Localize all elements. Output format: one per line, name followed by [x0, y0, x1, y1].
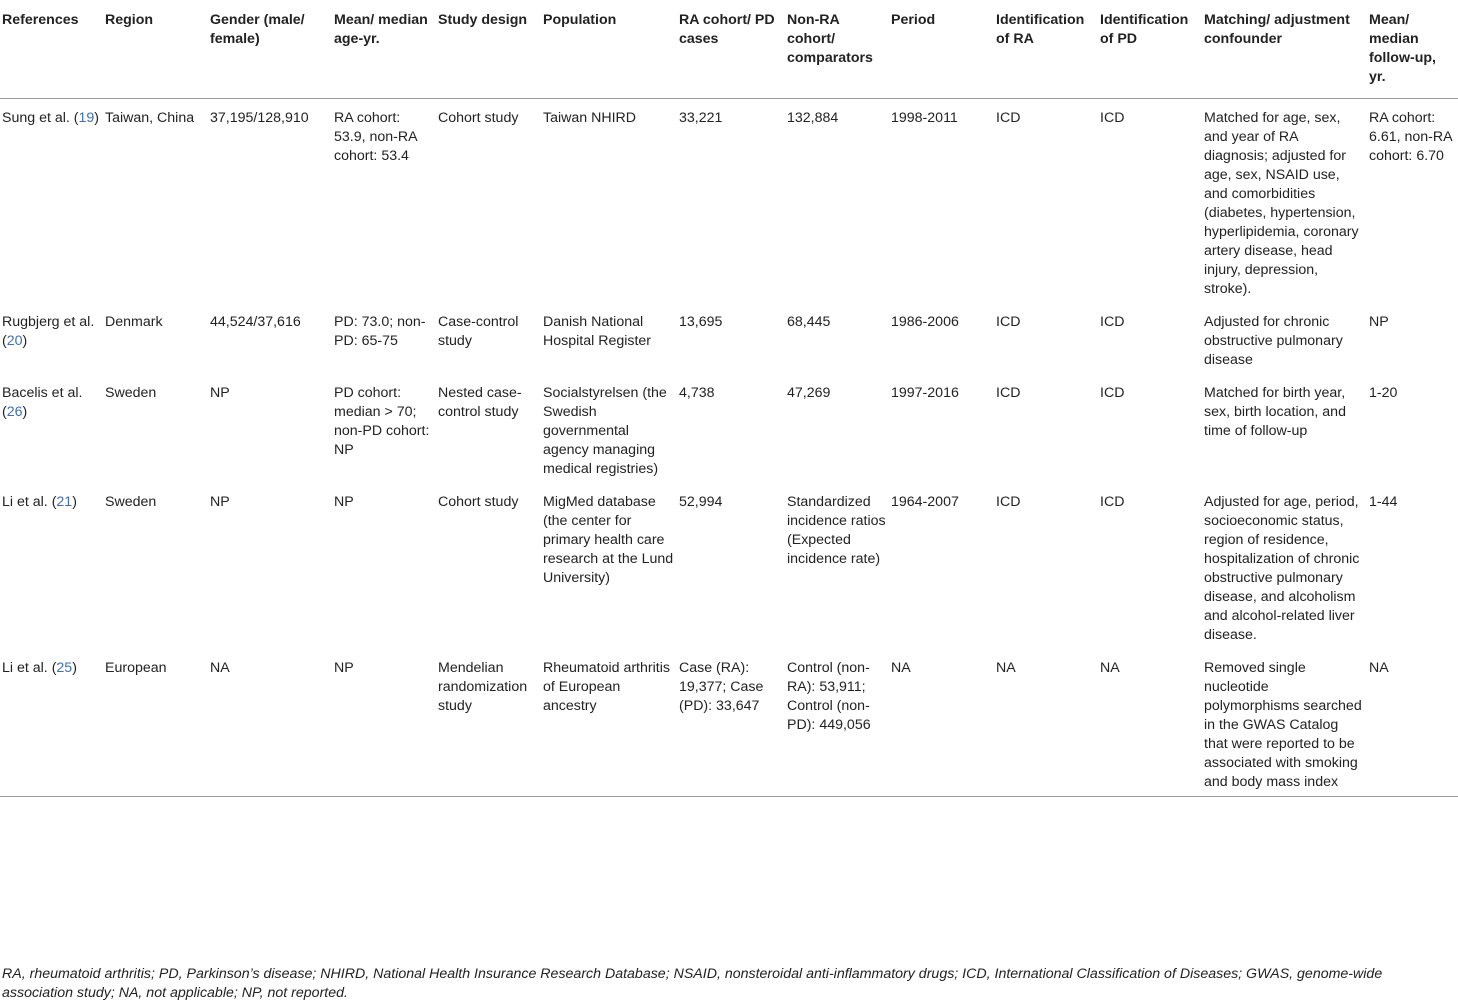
- reference-author: Rugbjerg et al.: [2, 313, 95, 330]
- table-cell: European: [105, 649, 210, 797]
- table-cell: ICD: [1100, 384, 1125, 401]
- table-row: [0, 98, 1458, 303]
- header-row: [0, 0, 1458, 98]
- table-row: [0, 374, 1458, 483]
- reference-link[interactable]: 21: [56, 493, 73, 510]
- table-cell: Sweden: [105, 384, 157, 401]
- reference-author: Sung et al.: [2, 109, 70, 126]
- table-cell: NA: [1100, 649, 1204, 797]
- table-cell: NP: [210, 493, 230, 510]
- table-footnote: RA, rheumatoid arthritis; PD, Parkinson’s disease; NHIRD, National Health Insurance Research Database; NSAID, nonsteroidal anti-inflammatory drugs; ICD, International Classification of Diseases; GWAS, genome-wide association study; NA, not applicable; NP, not reported.: [2, 966, 1383, 1001]
- table-cell: ICD: [996, 313, 1021, 330]
- reference-link[interactable]: 19: [78, 109, 95, 126]
- reference-author: Bacelis et al.: [2, 384, 83, 401]
- table-cell: 13,695: [679, 313, 723, 330]
- table-cell: 52,994: [679, 493, 723, 510]
- reference-cell: Bacelis et al. (26): [2, 384, 83, 420]
- column-header: Non-RA cohort/ comparators: [787, 0, 891, 98]
- column-header: RA cohort/ PD cases: [679, 0, 787, 98]
- table-row: [0, 483, 1458, 649]
- table-cell: 44,524/37,616: [210, 313, 301, 330]
- column-header: Identification of PD: [1100, 0, 1204, 98]
- column-header: Population: [543, 0, 679, 98]
- table-cell: Danish National Hospital Register: [543, 313, 652, 349]
- table-cell: Sweden: [105, 493, 157, 510]
- table-cell: ICD: [996, 493, 1021, 510]
- table-cell: ICD: [1100, 493, 1125, 510]
- table-row: [0, 649, 1458, 797]
- table-cell: ICD: [996, 109, 1021, 126]
- table-cell: Standardized incidence ratios (Expected incidence rate): [787, 493, 886, 567]
- table-cell: 47,269: [787, 384, 831, 401]
- table-cell: 37,195/128,910: [210, 109, 309, 126]
- table-cell: Nested case-control study: [438, 384, 522, 420]
- table-header: [0, 0, 1458, 98]
- column-header: Mean/ median age-yr.: [334, 0, 438, 98]
- table-cell: 1-20: [1369, 384, 1398, 401]
- table-cell: 1986-2006: [891, 313, 959, 330]
- table-cell: 1997-2016: [891, 384, 959, 401]
- table-cell: Rheumatoid arthritis of European ancestry: [543, 649, 679, 797]
- table-cell: Cohort study: [438, 109, 519, 126]
- table-cell: Control (non-RA): 53,911; Control (non-PD): 449,056: [787, 649, 891, 797]
- table-cell: NA: [210, 649, 334, 797]
- table-cell: Mendelian randomization study: [438, 649, 543, 797]
- table-cell: MigMed database (the center for primary health care research at the Lund University): [543, 493, 674, 586]
- reference-link[interactable]: 26: [6, 403, 23, 420]
- table-cell: 1998-2011: [891, 109, 958, 126]
- column-header: Study design: [438, 0, 543, 98]
- reference-author: Li et al.: [2, 493, 48, 510]
- table-cell: PD cohort: median > 70; non-PD cohort: NP: [334, 384, 430, 458]
- column-header: References: [0, 0, 105, 98]
- table-cell: Removed single nucleotide polymorphisms searched in the GWAS Catalog that were reported to be associated with smoking and body mass index: [1204, 649, 1369, 797]
- reference-author: Li et al.: [2, 659, 48, 676]
- reference-cell: Li et al. (21): [2, 493, 77, 510]
- column-header: Mean/ median follow-up, yr.: [1369, 0, 1458, 98]
- table-cell: ICD: [996, 384, 1021, 401]
- table-cell: Cohort study: [438, 493, 519, 510]
- column-header: Identification of RA: [996, 0, 1100, 98]
- table-cell: Denmark: [105, 313, 163, 330]
- table-cell: Case-control study: [438, 313, 519, 349]
- reference-link[interactable]: 20: [6, 332, 23, 349]
- table-cell: 68,445: [787, 313, 831, 330]
- table-cell: 1964-2007: [891, 493, 959, 510]
- table-cell: ICD: [1100, 313, 1125, 330]
- reference-cell: Sung et al. (19): [2, 109, 100, 126]
- table-cell: 4,738: [679, 384, 715, 401]
- reference-cell: Rugbjerg et al. (20): [2, 313, 95, 349]
- table-cell: NA: [996, 649, 1100, 797]
- table-cell: RA cohort: 53.9, non-RA cohort: 53.4: [334, 109, 417, 164]
- table-cell: NP: [334, 649, 438, 797]
- column-header: Gender (male/ female): [210, 0, 334, 98]
- table-cell: RA cohort: 6.61, non-RA cohort: 6.70: [1369, 109, 1452, 164]
- table-cell: 1-44: [1369, 493, 1398, 510]
- table-cell: Taiwan NHIRD: [543, 109, 637, 126]
- column-header: Matching/ adjustment confounder: [1204, 0, 1369, 98]
- table-cell: Adjusted for age, period, socioeconomic status, region of residence, hospitalization of chronic obstructive pulmonary disease, and alcoholism and alcohol-related liver disease.: [1204, 493, 1360, 643]
- table-cell: NP: [334, 493, 354, 510]
- table-cell: Case (RA): 19,377; Case (PD): 33,647: [679, 649, 787, 797]
- table-cell: ICD: [1100, 109, 1125, 126]
- table-cell: 33,221: [679, 109, 723, 126]
- table-cell: NA: [891, 649, 996, 797]
- table-cell: Socialstyrelsen (the Swedish governmental agency managing medical registries): [543, 384, 667, 477]
- table-cell: NP: [1369, 313, 1389, 330]
- reference-link[interactable]: 25: [56, 659, 73, 676]
- table-cell: NA: [1369, 649, 1458, 797]
- table-cell: PD: 73.0; non-PD: 65-75: [334, 313, 426, 349]
- reference-cell: Li et al. (25): [0, 649, 105, 797]
- table-cell: Matched for age, sex, and year of RA diagnosis; adjusted for age, sex, NSAID use, and comorbidities (diabetes, hypertension, hyperlipidemia, coronary artery disease, head injury, depression, stroke).: [1204, 109, 1359, 297]
- table-body: [0, 98, 1458, 796]
- table-cell: Adjusted for chronic obstructive pulmonary disease: [1204, 313, 1343, 368]
- table-cell: NP: [210, 384, 230, 401]
- table-cell: 132,884: [787, 109, 839, 126]
- table-cell: Matched for birth year, sex, birth location, and time of follow-up: [1204, 384, 1346, 439]
- table-cell: Taiwan, China: [105, 109, 195, 126]
- table-row: [0, 303, 1458, 374]
- column-header: Region: [105, 0, 210, 98]
- column-header: Period: [891, 0, 996, 98]
